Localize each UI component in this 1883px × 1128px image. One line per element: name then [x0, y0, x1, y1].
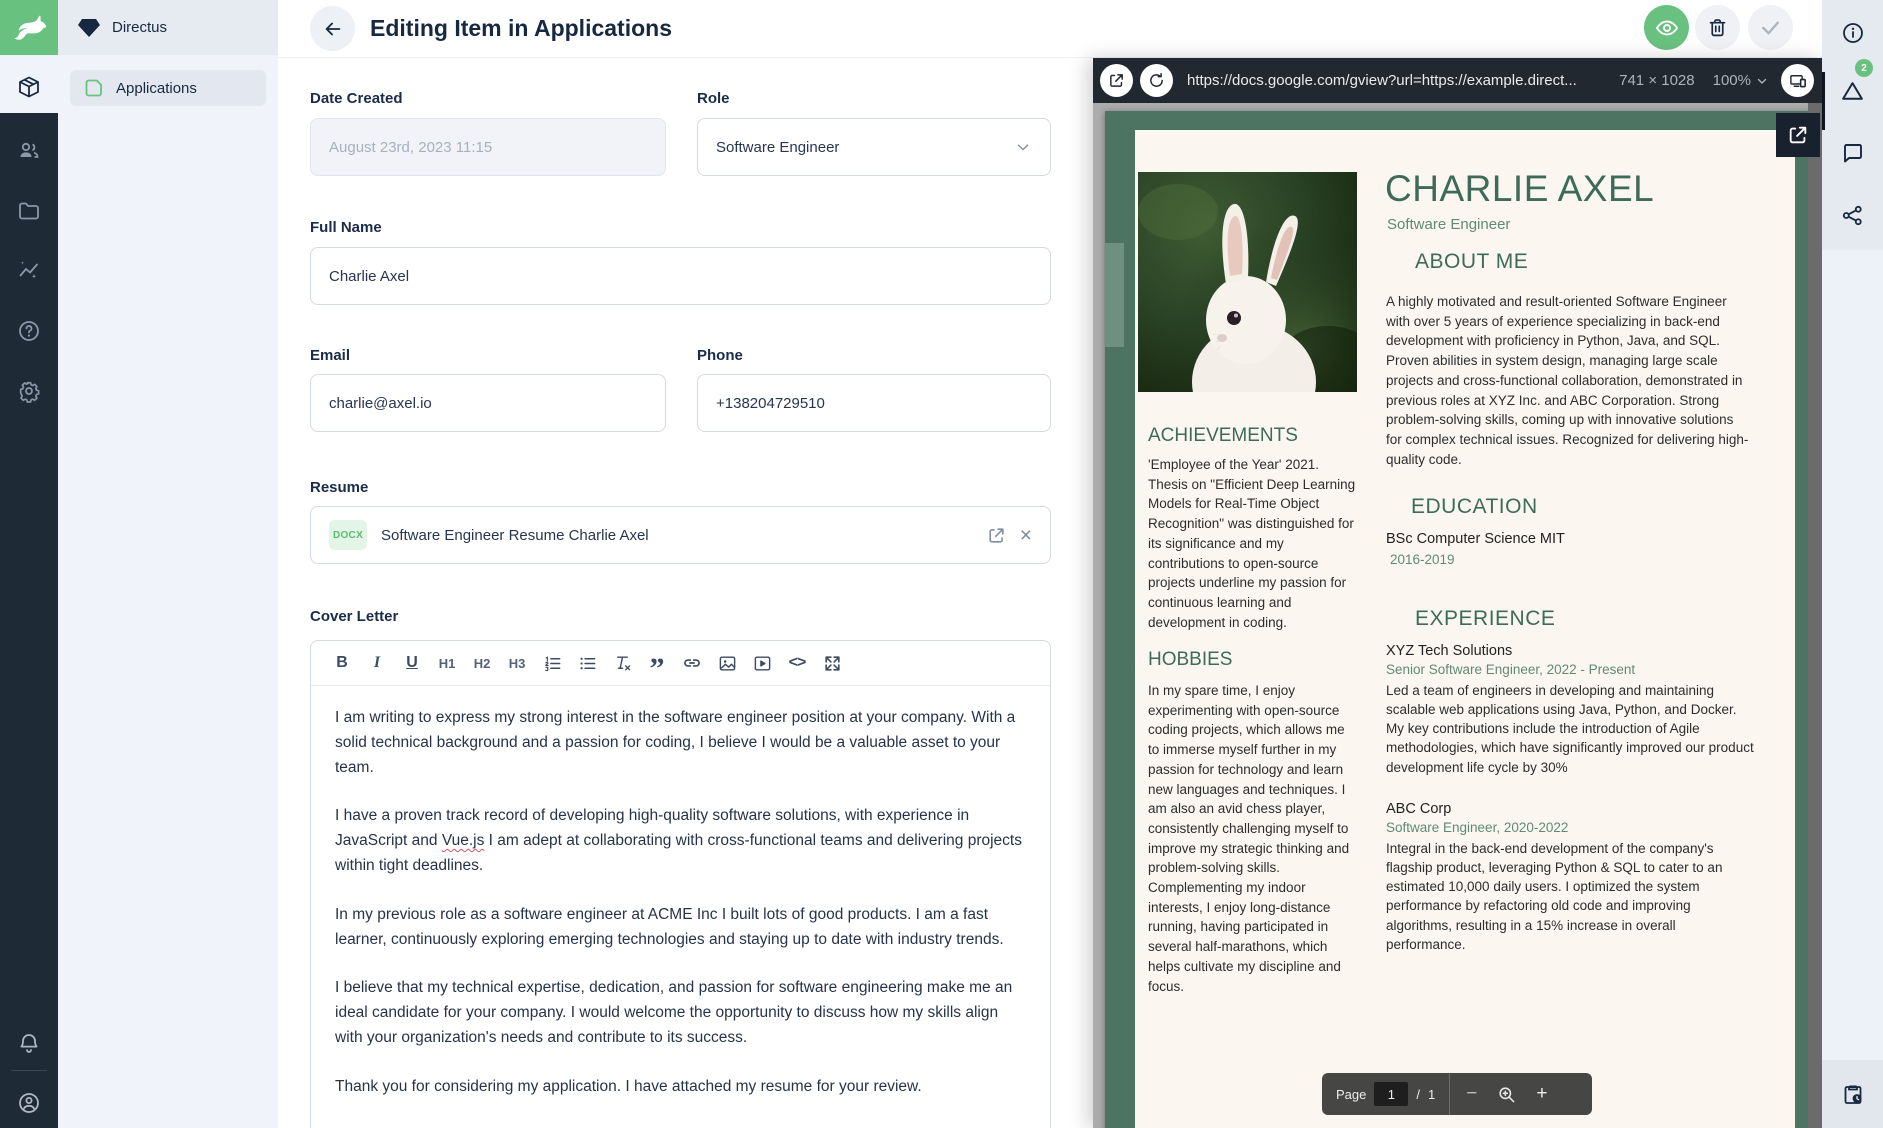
save-button[interactable]	[1748, 5, 1793, 50]
page-header	[278, 0, 1822, 58]
cover-letter-paragraph: In my previous role as a software engineer at ACME Inc I built lots of good products. I am a fast learner, continuously exploring emerging technologies and staying up to date with industry trends.	[335, 905, 1004, 948]
open-document-overlay-button[interactable]	[1776, 113, 1820, 157]
cover-letter-paragraph: Thank you for considering my application. I have attached my resume for your review.	[335, 1077, 922, 1095]
cover-letter-paragraph	[335, 804, 1026, 878]
total-pages: 1	[1428, 1086, 1436, 1102]
fullscreen-button[interactable]	[821, 649, 843, 677]
job-company: ABC Corp	[1386, 801, 1452, 817]
help-icon	[17, 319, 41, 343]
chevron-down-icon	[1755, 74, 1769, 88]
project-diamond-icon	[78, 18, 100, 38]
clear-format-button[interactable]	[611, 649, 633, 677]
right-sidebar	[1822, 0, 1883, 1128]
devices-icon	[1789, 72, 1807, 90]
ordered-list-icon	[543, 654, 562, 673]
insights-icon	[17, 259, 41, 283]
arrow-left-icon	[322, 18, 344, 40]
wysiwyg-toolbar	[311, 641, 1050, 686]
h1-button[interactable]: H1	[438, 655, 456, 671]
preview-url[interactable]: https://docs.google.com/gview?url=https://example.direct...	[1187, 72, 1577, 89]
rabbit-logo-icon	[12, 15, 46, 41]
module-bar	[0, 0, 58, 1128]
field-label-date-created: Date Created	[310, 90, 403, 107]
chevron-down-icon	[1014, 138, 1032, 156]
back-button[interactable]	[310, 6, 355, 51]
insert-video-button[interactable]	[751, 649, 773, 677]
module-files[interactable]	[0, 182, 58, 240]
job-description: Integral in the back-end development of the company's flagship product, leveraging Python & SQL to cater to an estimated 10,000 daily users. I optimized the system performance by refactoring old code and improving algorithms, resulting in a 15% increase in overall performance.	[1386, 841, 1723, 952]
module-users[interactable]	[0, 122, 58, 180]
cover-letter-paragraph: I am writing to express my strong interest in the software engineer position at your company. With a solid technical background and a passion for coding, I believe I would be a valuable asset to your team.	[335, 709, 1016, 776]
sidebar-item-label: Applications	[116, 79, 197, 97]
resume-name: CHARLIE AXEL	[1385, 168, 1655, 209]
document-preview	[1093, 103, 1822, 1128]
module-docs[interactable]	[0, 302, 58, 360]
resume-file-field[interactable]	[310, 506, 1051, 564]
code-button[interactable]: <>	[788, 654, 806, 671]
education-years: 2016-2019	[1390, 552, 1455, 567]
comments-sidebar-button[interactable]	[1822, 128, 1883, 178]
item-form	[278, 58, 1093, 1128]
underline-button[interactable]: U	[406, 654, 418, 671]
refresh-button[interactable]	[1140, 64, 1173, 97]
full-name-value: Charlie Axel	[329, 267, 410, 285]
directus-logo[interactable]	[0, 0, 58, 55]
docx-file-badge: DOCX	[329, 520, 367, 550]
cube-icon	[17, 75, 41, 99]
about-heading: ABOUT ME	[1415, 250, 1529, 273]
info-icon	[1841, 21, 1865, 45]
date-created-value: August 23rd, 2023 11:15	[329, 138, 493, 156]
job-title: Software Engineer, 2020-2022	[1386, 820, 1569, 835]
eye-icon	[1655, 16, 1679, 40]
open-in-new-icon	[1787, 124, 1809, 146]
italic-button[interactable]: I	[373, 654, 381, 671]
hobbies-text: In my spare time, I enjoy experimenting with open-source coding projects, which allows me to immerse myself further in my passion for technology and learn new languages and techniques. I am also an avid chess player, consistently challenging myself to improve my strategic thinking and problem-solving skills. Complementing my indoor interests, I enjoy long-distance running, having participated in several half-marathons, which helps cultivate my discipline and focus.	[1148, 683, 1350, 994]
revisions-delta-icon	[1840, 79, 1865, 104]
comment-icon	[1841, 141, 1865, 165]
gear-icon	[17, 379, 41, 403]
trash-icon	[1707, 17, 1728, 38]
fullscreen-icon	[823, 654, 842, 673]
education-school: BSc Computer Science MIT	[1386, 531, 1565, 547]
preview-dimensions: 741 × 1028	[1619, 72, 1695, 89]
collection-icon	[84, 78, 104, 98]
zoom-out-button[interactable]: −	[1466, 1083, 1478, 1104]
revisions-sidebar-button[interactable]	[1822, 62, 1883, 116]
field-label-phone: Phone	[697, 347, 743, 364]
refresh-icon	[1148, 72, 1165, 89]
share-sidebar-button[interactable]	[1822, 190, 1883, 240]
date-created-field	[310, 118, 666, 176]
experience-heading: EXPERIENCE	[1415, 607, 1556, 630]
bold-button[interactable]: B	[336, 654, 348, 671]
education-heading: EDUCATION	[1411, 495, 1538, 518]
achievements-heading: ACHIEVEMENTS	[1148, 425, 1298, 446]
folder-icon	[17, 199, 41, 223]
video-icon	[753, 654, 772, 673]
page-border-accent	[1105, 243, 1124, 347]
live-preview-drawer	[1093, 58, 1822, 1128]
image-icon	[718, 654, 737, 673]
avatar-icon	[17, 1091, 41, 1115]
page-number-input[interactable]: 1	[1374, 1082, 1408, 1106]
cover-letter-paragraph: I believe that my technical expertise, dedication, and passion for software engineering make me an ideal candidate for your company. I would welcome the opportunity to discuss how my skills align with your organization's needs and contribute to its success.	[335, 979, 1013, 1046]
email-input[interactable]	[310, 374, 666, 432]
paragraph-text: I am adept at collaborating with cross-functional teams and delivering projects within tight deadlines.	[335, 832, 1022, 874]
field-label-cover-letter: Cover Letter	[310, 608, 399, 625]
zoom-magnifier-icon[interactable]	[1497, 1085, 1516, 1104]
misspelled-word: Vue.js	[441, 832, 485, 850]
role-value: Software Engineer	[716, 138, 840, 156]
h2-button[interactable]: H2	[473, 655, 491, 671]
achievements-text: 'Employee of the Year' 2021. Thesis on "Efficient Deep Learning Models for Real-Time Object Recognition" was distinguished for its significance and my contributions to open-source projects underline my passion for continuous learning and development in coding.	[1148, 457, 1356, 630]
module-bar-divider	[11, 1070, 47, 1071]
link-button[interactable]	[681, 649, 703, 677]
job-company: XYZ Tech Solutions	[1386, 643, 1513, 659]
project-name: Directus	[112, 19, 168, 36]
insert-image-button[interactable]	[716, 649, 738, 677]
zoom-controls	[1450, 1073, 1563, 1115]
resume-file-name: Software Engineer Resume Charlie Axel	[381, 526, 649, 544]
page-title: Editing Item in Applications	[370, 15, 672, 41]
zoom-level: 100%	[1712, 72, 1751, 89]
paste-history-button[interactable]	[1822, 1060, 1883, 1128]
zoom-in-button[interactable]: +	[1536, 1083, 1548, 1104]
sidebar-item-applications[interactable]	[70, 70, 266, 106]
zoom-select[interactable]	[1713, 72, 1769, 89]
field-label-full-name: Full Name	[310, 219, 382, 236]
page-navigator	[1322, 1073, 1450, 1115]
clipboard-clock-icon	[1841, 1082, 1865, 1106]
full-name-input[interactable]	[310, 247, 1051, 305]
preview-scrollbar[interactable]	[1808, 103, 1822, 1128]
clear-format-icon	[613, 654, 632, 673]
navigation-sidebar	[58, 0, 278, 1128]
phone-value: +138204729510	[716, 394, 825, 412]
open-file-icon[interactable]	[987, 526, 1006, 545]
info-sidebar-button[interactable]	[1822, 8, 1883, 58]
field-label-role: Role	[697, 90, 730, 107]
share-icon	[1841, 204, 1864, 227]
responsive-mode-button[interactable]	[1781, 64, 1814, 97]
blockquote-button[interactable]: ”	[649, 652, 665, 685]
bullet-list-icon	[578, 654, 597, 673]
cover-letter-editor	[310, 640, 1051, 1128]
paragraph-text: I have a proven track record of developing high-quality software solutions, with experience in JavaScript and	[335, 807, 970, 850]
notifications-button[interactable]	[0, 1014, 58, 1072]
job-description: Led a team of engineers in developing and maintaining scalable web applications using Java, Python, and Docker. My key contributions include the introduction of Agile methodologies, which have significantly improved our product development life cycle by 30%	[1386, 683, 1754, 775]
open-url-button[interactable]	[1100, 64, 1133, 97]
link-icon	[682, 653, 702, 673]
remove-file-icon[interactable]: ×	[1019, 523, 1032, 547]
about-text: A highly motivated and result-oriented Software Engineer with over 5 years of experience specializing in back-end development with proficiency in Python, Java, and SQL. Proven abilities in system design, managing large scale projects and cross-functional collaboration, demonstrated in previous roles at XYZ Inc. and ABC Corporation. Strong problem-solving skills, coming up with innovative solutions for complex technical issues. Recognized for delivering high-quality code.	[1386, 294, 1749, 467]
resume-page-inner	[1135, 130, 1795, 1128]
check-icon	[1759, 16, 1782, 39]
project-header[interactable]	[58, 0, 278, 55]
users-icon	[17, 139, 41, 163]
role-select[interactable]	[697, 118, 1051, 176]
bullet-list-button[interactable]	[576, 649, 598, 677]
revisions-count-badge: 2	[1855, 59, 1873, 77]
module-insights[interactable]	[0, 242, 58, 300]
page-label: Page	[1336, 1086, 1367, 1102]
pdf-page-toolbar	[1322, 1073, 1592, 1115]
field-label-email: Email	[310, 347, 351, 364]
module-content[interactable]	[0, 58, 58, 116]
module-settings[interactable]	[0, 362, 58, 420]
preview-toggle-button[interactable]	[1644, 5, 1689, 50]
field-label-resume: Resume	[310, 479, 369, 496]
email-value: charlie@axel.io	[329, 394, 432, 412]
job-title: Senior Software Engineer, 2022 - Present	[1386, 662, 1636, 677]
bell-icon	[17, 1031, 41, 1055]
cover-letter-content[interactable]	[311, 686, 1050, 1128]
hobbies-heading: HOBBIES	[1148, 649, 1233, 670]
user-menu-button[interactable]	[0, 1074, 58, 1128]
phone-input[interactable]	[697, 374, 1051, 432]
h3-button[interactable]: H3	[508, 655, 526, 671]
ordered-list-button[interactable]	[541, 649, 563, 677]
resume-role: Software Engineer	[1387, 216, 1511, 233]
delete-button[interactable]	[1695, 5, 1740, 50]
preview-topbar	[1093, 58, 1822, 103]
open-in-new-icon	[1108, 72, 1125, 89]
rabbit-photo	[1138, 172, 1357, 392]
page-separator: /	[1416, 1086, 1420, 1102]
